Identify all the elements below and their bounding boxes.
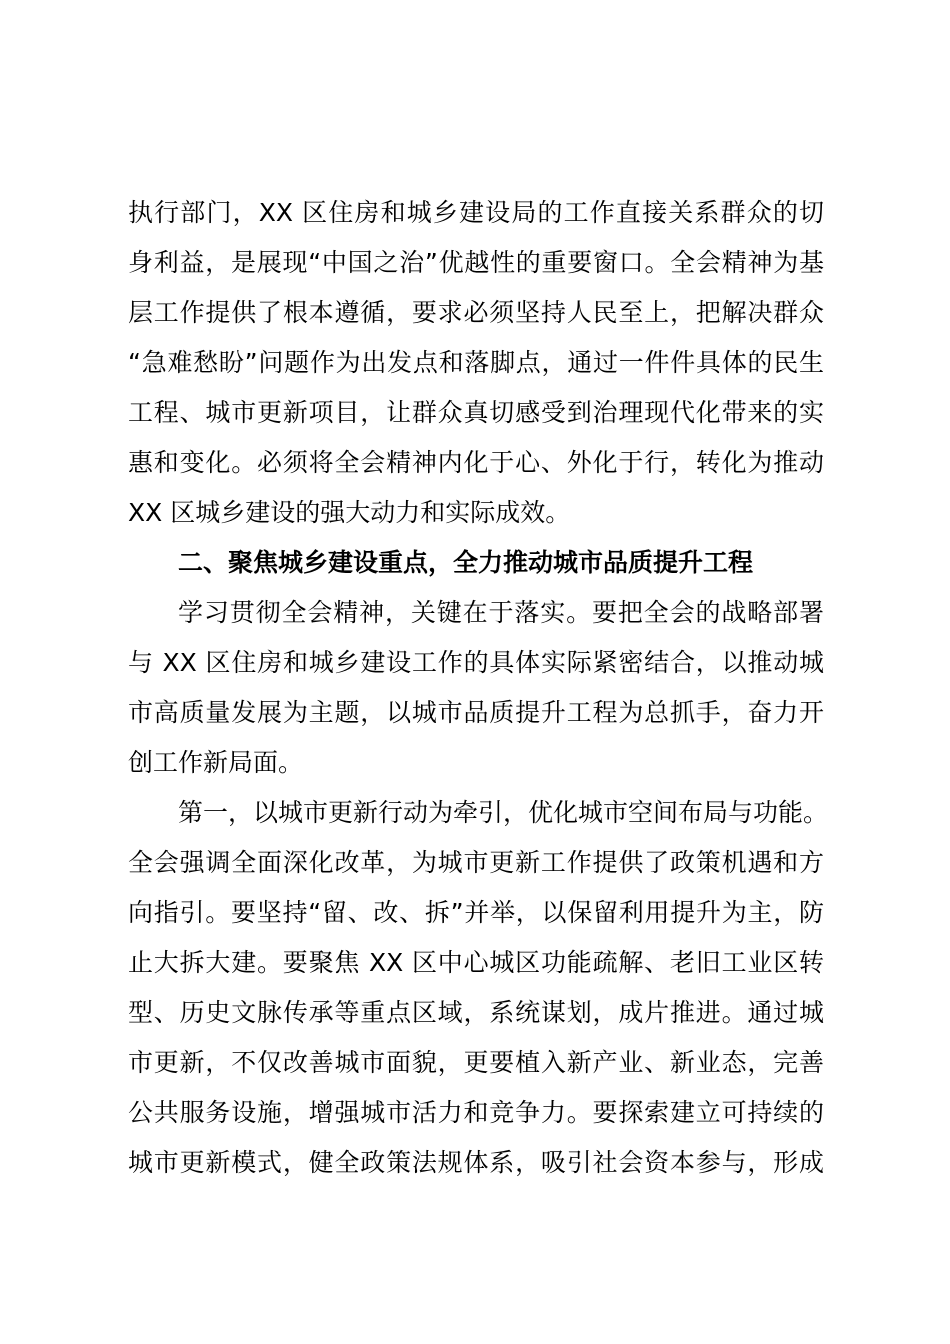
text-line: 工程、城市更新项目，让群众真切感受到治理现代化带来的实 [128,398,824,427]
paragraph [128,595,824,795]
text-line: 市更新，不仅改善城市面貌，更要植入新产业、新业态，完善 [128,1048,824,1077]
section-heading [128,545,824,595]
text-line: 止大拆大建。要聚焦 XX 区中心城区功能疏解、老旧工业区转 [128,948,824,977]
paragraph [128,795,829,1195]
document-page [128,195,829,1195]
text-line: 与 XX 区住房和城乡建设工作的具体实际紧密结合，以推动城 [128,648,824,677]
text-line: 执行部门，XX 区住房和城乡建设局的工作直接关系群众的切 [128,198,824,227]
text-line: 公共服务设施，增强城市活力和竞争力。要探索建立可持续的 [128,1098,824,1127]
text-line: 全会强调全面深化改革，为城市更新工作提供了政策机遇和方 [128,848,824,877]
text-line: 城市更新模式，健全政策法规体系，吸引社会资本参与，形成 [128,1148,824,1177]
text-line: XX 区城乡建设的强大动力和实际成效。 [128,498,571,527]
text-line: “急难愁盼”问题作为出发点和落脚点，通过一件件具体的民生 [128,348,824,377]
text-line: 型、历史文脉传承等重点区域，系统谋划，成片推进。通过城 [128,998,824,1027]
text-line: 二、聚焦城乡建设重点，全力推动城市品质提升工程 [178,548,754,577]
text-line: 第一，以城市更新行动为牵引，优化城市空间布局与功能。 [178,798,829,827]
text-line: 向指引。要坚持“留、改、拆”并举，以保留利用提升为主，防 [128,898,824,927]
paragraph [128,195,824,545]
text-line: 市高质量发展为主题，以城市品质提升工程为总抓手，奋力开 [128,698,824,727]
text-line: 身利益，是展现“中国之治”优越性的重要窗口。全会精神为基 [128,248,824,277]
text-line: 层工作提供了根本遵循，要求必须坚持人民至上，把解决群众 [128,298,824,327]
text-line: 创工作新局面。 [128,748,304,777]
text-line: 学习贯彻全会精神，关键在于落实。要把全会的战略部署 [178,598,824,627]
text-line: 惠和变化。必须将全会精神内化于心、外化于行，转化为推动 [128,448,824,477]
